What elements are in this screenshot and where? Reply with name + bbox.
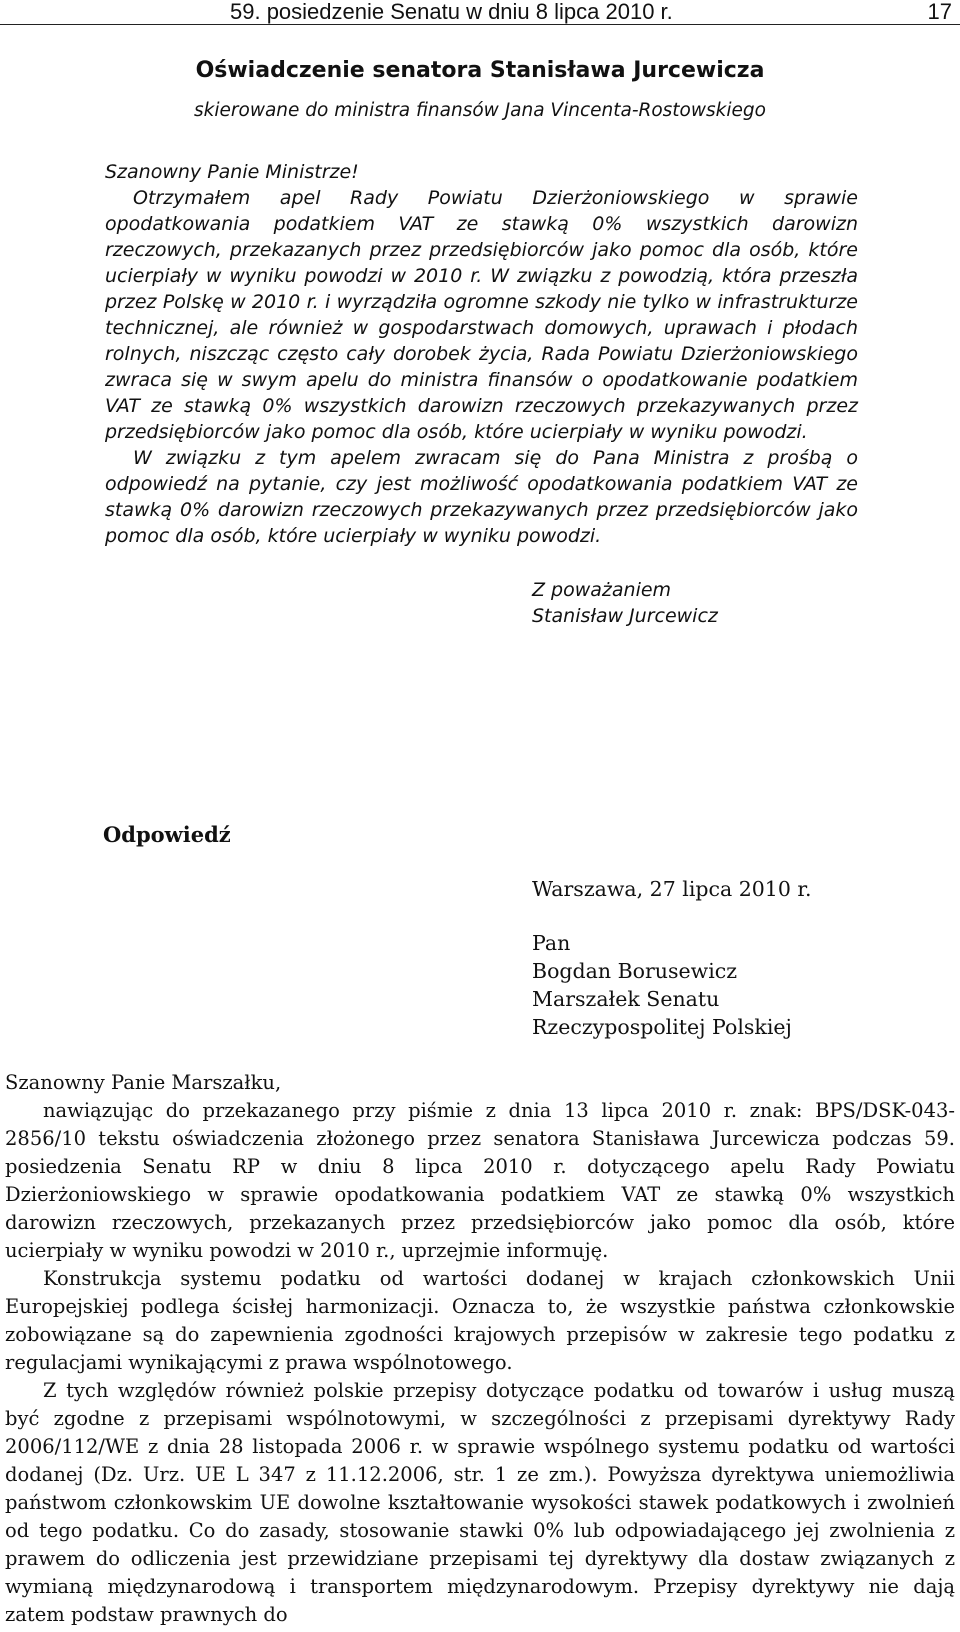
recipient-line-4: Rzeczypospolitej Polskiej	[532, 1015, 792, 1039]
recipient-line-2: Bogdan Borusewicz	[532, 959, 738, 983]
response-salutation: Szanowny Panie Marszałku,	[5, 1071, 282, 1094]
response-place-date	[532, 875, 811, 903]
statement-subtitle: skierowane do ministra finansów Jana Vincenta-Rostowskiego	[194, 100, 766, 121]
statement-body	[105, 159, 858, 549]
statement-paragraph-2: W związku z tym apelem zwracam się do Pana Ministra z prośbą o odpowiedź na pytanie, czy jest możliwość opodatkowania podatkiem VAT ze stawką 0% darowizn rzeczowych przekazywanych przez przedsiębiorców jako pomoc dla osób, które ucierpiały w wyniku powodzi.	[105, 447, 858, 547]
place-date-text: Warszawa, 27 lipca 2010 r.	[532, 877, 812, 901]
running-header-title: 59. posiedzenie Senatu w dniu 8 lipca 2010 r.	[230, 0, 673, 24]
response-paragraph-2: Konstrukcja systemu podatku od wartości dodanej w krajach członkowskich Unii Europejskiej podlega ścisłej harmonizacji. Oznacza to, że wszystkie państwa członkowskie zobowiązane są do zapewnienia zgodności krajowych przepisów w zakresie tego podatku z regulacjami wynikającymi z prawa wspólnotowego.	[5, 1267, 955, 1374]
response-paragraph-1: nawiązując do przekazanego przy piśmie z dnia 13 lipca 2010 r. znak: BPS/DSK-043-2856/10 tekstu oświadczenia złożonego przez senatora Stanisława Jurcewicza podczas 59. posiedzenia Senatu RP w dniu 8 lipca 2010 r. dotyczącego apelu Rady Powiatu Dzierżoniowskiego w sprawie opodatkowania podatkiem VAT ze stawką 0% wszystkich darowizn rzeczowych, przekazanych przez przedsiębiorców jako pomoc dla osób, które ucierpiały w wyniku powodzi w 2010 r., uprzejmie informuję.	[5, 1099, 955, 1262]
recipient-line-3: Marszałek Senatu	[532, 987, 720, 1011]
statement-signature: Stanisław Jurcewicz	[532, 605, 718, 627]
recipient-line-1: Pan	[532, 931, 571, 955]
statement-closing: Z poważaniem	[532, 579, 672, 601]
statement-title: Oświadczenie senatora Stanisława Jurcewicza	[195, 58, 765, 83]
statement-signature-block	[532, 577, 718, 629]
response-body	[5, 1069, 955, 1629]
page-number: 17	[927, 0, 952, 24]
statement-paragraph-1: Otrzymałem apel Rady Powiatu Dzierżoniowskiego w sprawie opodatkowania podatkiem VAT ze stawką 0% wszystkich darowizn rzeczowych, przekazanych przez przedsiębiorców jako pomoc dla osób, które ucierpiały w wyniku powodzi w 2010 r. W związku z powodzią, która przeszła przez Polskę w 2010 r. i wyrządziła ogromne szkody nie tylko w infrastrukturze technicznej, ale również w gospodarstwach domowych, uprawach i płodach rolnych, niszcząc często cały dorobek życia, Rada Powiatu Dzierżoniowskiego zwraca się w swym apelu do ministra finansów o opodatkowanie podatkiem VAT ze stawką 0% wszystkich darowizn rzeczowych przekazywanych przez przedsiębiorców jako pomoc dla osób, które ucierpiały w wyniku powodzi.	[105, 187, 858, 443]
response-recipient	[532, 929, 792, 1041]
statement-salutation: Szanowny Panie Ministrze!	[105, 161, 359, 183]
response-paragraph-3: Z tych względów również polskie przepisy dotyczące podatku od towarów i usług muszą być zgodne z przepisami wspólnotowymi, w szczególności z przepisami dyrektywy Rady 2006/112/WE z dnia 28 listopada 2006 r. w sprawie wspólnego systemu podatku od wartości dodanej (Dz. Urz. UE L 347 z 11.12.2006, str. 1 ze zm.). Powyższa dyrektywa uniemożliwia państwom członkowskim UE dowolne kształtowanie wysokości stawek podatkowych i zwolnień od tego podatku. Co do zasady, stosowanie stawki 0% lub odpowiadającego jej zwolnienia z prawem do odliczenia jest przewidziane przepisami tej dyrektywy dla dostaw związanych z wymianą międzynarodową i transportem międzynarodowym. Przepisy dyrektywy nie dają zatem podstaw prawnych do	[5, 1379, 955, 1626]
response-heading: Odpowiedź	[103, 822, 231, 847]
